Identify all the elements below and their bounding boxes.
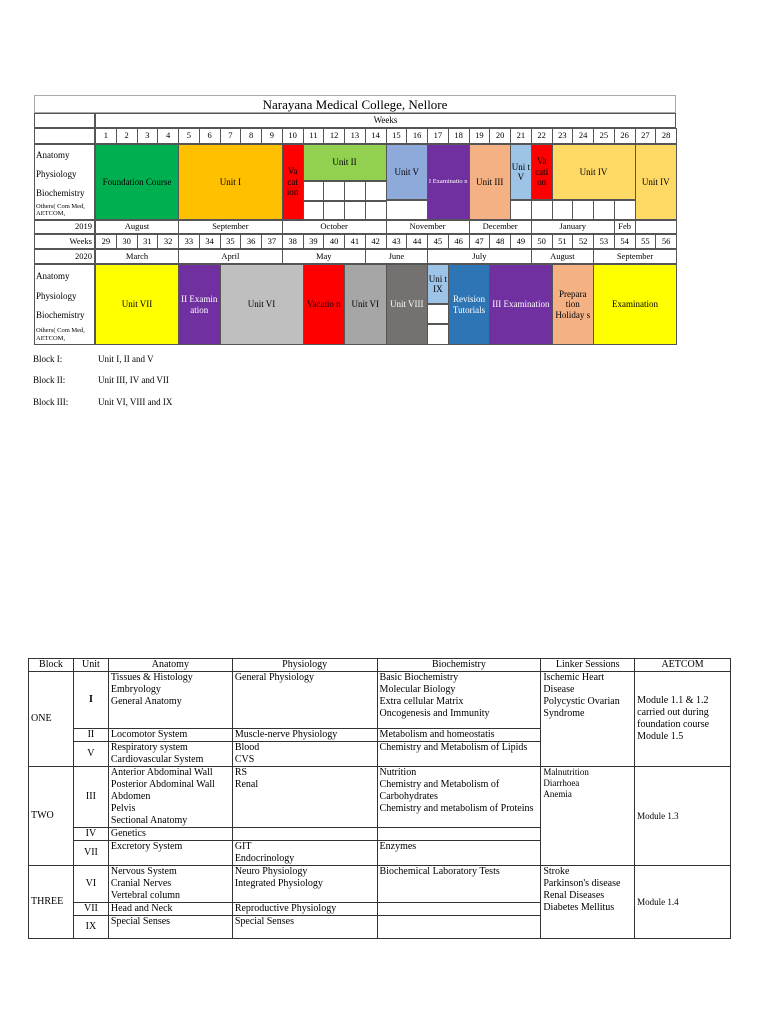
topic: Abdomen bbox=[110, 791, 151, 802]
calendar-block: Unit VI bbox=[344, 264, 387, 345]
aetcom-cell: Module 1.1 & 1.2 carried out during foundation course Module 1.5 bbox=[635, 672, 731, 767]
topic: Molecular Biology bbox=[379, 684, 456, 695]
week-number: 51 bbox=[552, 234, 574, 249]
calendar-block: I Examinatio n bbox=[427, 144, 470, 220]
week-number: 23 bbox=[552, 128, 574, 144]
empty-cell bbox=[303, 201, 325, 220]
topic: Endocrinology bbox=[234, 853, 295, 864]
empty-cell bbox=[365, 201, 387, 220]
column-header: Anatomy bbox=[108, 659, 232, 672]
week-number: 46 bbox=[448, 234, 470, 249]
biochemistry-cell bbox=[377, 903, 541, 916]
week-number: 38 bbox=[282, 234, 304, 249]
topic: Ischemic Heart Disease bbox=[543, 672, 605, 695]
table-header-row bbox=[29, 659, 731, 672]
month-label: August bbox=[95, 220, 179, 234]
topic: Cardiovascular System bbox=[110, 754, 204, 765]
month-label: March bbox=[95, 249, 179, 264]
empty-cell bbox=[427, 304, 449, 324]
block-legend-label: Block II: bbox=[33, 375, 66, 385]
week-number: 49 bbox=[510, 234, 532, 249]
month-label: October bbox=[282, 220, 387, 234]
physiology-cell: Special Senses bbox=[232, 916, 377, 939]
week-number: 52 bbox=[572, 234, 594, 249]
week-number: 17 bbox=[427, 128, 449, 144]
subject-label: Biochemistry bbox=[36, 188, 85, 199]
physiology-cell bbox=[232, 767, 377, 828]
topic: Basic Biochemistry bbox=[379, 672, 459, 683]
calendar-block: Uni t IX bbox=[427, 264, 449, 304]
month-label: September bbox=[593, 249, 677, 264]
calendar-block: Examination bbox=[593, 264, 677, 345]
week-number: 13 bbox=[344, 128, 366, 144]
week-number: 2 bbox=[116, 128, 138, 144]
empty-cell bbox=[427, 324, 449, 345]
physiology-cell bbox=[232, 866, 377, 903]
week-number: 21 bbox=[510, 128, 532, 144]
calendar-block: Revision Tutorials bbox=[448, 264, 491, 345]
week-number: 43 bbox=[386, 234, 408, 249]
column-header: AETCOM bbox=[635, 659, 731, 672]
block-legend-value: Unit VI, VIII and IX bbox=[98, 397, 173, 407]
calendar-block: Va cati on bbox=[531, 144, 553, 200]
topic: Renal Diseases bbox=[543, 890, 605, 901]
topic: Posterior Abdominal Wall bbox=[110, 779, 215, 790]
biochemistry-cell: Metabolism and homeostatis bbox=[377, 729, 541, 742]
physiology-cell bbox=[232, 828, 377, 841]
week-number: 4 bbox=[157, 128, 179, 144]
topic: Integrated Physiology bbox=[234, 878, 323, 889]
topic: Tissues & Histology bbox=[110, 672, 193, 683]
empty-cell bbox=[303, 181, 325, 201]
topic: General Physiology bbox=[234, 672, 314, 683]
topic: Chemistry and Metabolism of Carbohydrates bbox=[379, 779, 500, 802]
unit-cell: II bbox=[73, 729, 108, 742]
month-label: Feb bbox=[614, 220, 636, 234]
week-number: 30 bbox=[116, 234, 138, 249]
week-number: 54 bbox=[614, 234, 636, 249]
empty-cell bbox=[344, 201, 366, 220]
topic: Neuro Physiology bbox=[234, 866, 308, 877]
anatomy-cell: Head and Neck bbox=[108, 903, 232, 916]
week-number: 14 bbox=[365, 128, 387, 144]
column-header: Biochemistry bbox=[377, 659, 541, 672]
calendar-block: II Examin ation bbox=[178, 264, 221, 345]
week-number: 25 bbox=[593, 128, 615, 144]
calendar-block: Unit VIII bbox=[386, 264, 429, 345]
topic: Anemia bbox=[543, 788, 572, 799]
empty-cell bbox=[323, 201, 345, 220]
subject-label: Physiology bbox=[36, 169, 77, 180]
week-number: 10 bbox=[282, 128, 304, 144]
empty-cell bbox=[386, 200, 429, 220]
topic: Anterior Abdominal Wall bbox=[110, 767, 213, 778]
anatomy-cell bbox=[108, 866, 232, 903]
calendar-block: Va cat ion bbox=[282, 144, 304, 220]
syllabus-table bbox=[28, 658, 731, 939]
topic: Nutrition bbox=[379, 767, 417, 778]
week-number: 19 bbox=[469, 128, 491, 144]
calendar-block: Unit VI bbox=[220, 264, 304, 345]
week-number: 31 bbox=[137, 234, 159, 249]
physiology-cell: Muscle-nerve Physiology bbox=[232, 729, 377, 742]
physiology-cell: Reproductive Physiology bbox=[232, 903, 377, 916]
unit-cell: VII bbox=[73, 841, 108, 866]
topic: Oncogenesis and Immunity bbox=[379, 708, 490, 719]
aetcom-cell: Module 1.3 bbox=[635, 767, 731, 866]
topic: Extra cellular Matrix bbox=[379, 696, 464, 707]
biochemistry-cell bbox=[377, 916, 541, 939]
week-number: 45 bbox=[427, 234, 449, 249]
month-label: August bbox=[531, 249, 594, 264]
month-label: January bbox=[531, 220, 615, 234]
week-number: 12 bbox=[323, 128, 345, 144]
topic: Vertebral column bbox=[110, 890, 181, 901]
week-number: 26 bbox=[614, 128, 636, 144]
week-number: 35 bbox=[220, 234, 242, 249]
week-number: 55 bbox=[635, 234, 657, 249]
topic: Stroke bbox=[543, 866, 570, 877]
year-label: 2019 bbox=[34, 220, 95, 234]
week-number: 22 bbox=[531, 128, 553, 144]
anatomy-cell: Genetics bbox=[108, 828, 232, 841]
calendar-block: Unit VII bbox=[95, 264, 179, 345]
others-label: Others( Com Med, AETCOM, bbox=[36, 327, 85, 342]
month-label: April bbox=[178, 249, 283, 264]
week-number: 32 bbox=[157, 234, 179, 249]
week-number: 20 bbox=[489, 128, 511, 144]
anatomy-cell: Locomotor System bbox=[108, 729, 232, 742]
week-number: 39 bbox=[303, 234, 325, 249]
table-row bbox=[29, 767, 731, 828]
topic: Polycystic Ovarian Syndrome bbox=[543, 696, 620, 719]
week-number: 33 bbox=[178, 234, 200, 249]
calendar-block: Unit III bbox=[469, 144, 512, 220]
week-number: 48 bbox=[489, 234, 511, 249]
week-number: 18 bbox=[448, 128, 470, 144]
week-number: 56 bbox=[655, 234, 677, 249]
calendar-block: Uni t V bbox=[510, 144, 532, 200]
month-label: December bbox=[469, 220, 532, 234]
week-number: 15 bbox=[386, 128, 408, 144]
month-label: September bbox=[178, 220, 283, 234]
empty-cell bbox=[635, 220, 678, 234]
empty-cell bbox=[614, 200, 636, 220]
biochemistry-cell: Biochemical Laboratory Tests bbox=[377, 866, 541, 903]
anatomy-cell bbox=[108, 672, 232, 729]
subject-label: Anatomy bbox=[36, 271, 70, 282]
topic: Nervous System bbox=[110, 866, 177, 877]
topic: Cranial Nerves bbox=[110, 878, 172, 889]
block-legend-label: Block III: bbox=[33, 397, 69, 407]
block-cell: THREE bbox=[29, 866, 74, 939]
week-number: 16 bbox=[406, 128, 428, 144]
week-number: 9 bbox=[261, 128, 283, 144]
week-number: 1 bbox=[95, 128, 117, 144]
table-row bbox=[29, 866, 731, 903]
topic: Diarrhoea bbox=[543, 777, 580, 788]
biochemistry-cell: Enzymes bbox=[377, 841, 541, 866]
empty-cell bbox=[531, 200, 553, 220]
table-row bbox=[29, 672, 731, 729]
aetcom-cell: Module 1.4 bbox=[635, 866, 731, 939]
topic: Respiratory system bbox=[110, 742, 188, 753]
week-number: 42 bbox=[365, 234, 387, 249]
unit-cell: VII bbox=[73, 903, 108, 916]
topic: General Anatomy bbox=[110, 696, 182, 707]
week-number: 3 bbox=[137, 128, 159, 144]
calendar-block: Unit IV bbox=[635, 144, 678, 220]
block-legend-value: Unit III, IV and VII bbox=[98, 375, 169, 385]
biochemistry-cell bbox=[377, 672, 541, 729]
empty-cell bbox=[344, 181, 366, 201]
topic: Embryology bbox=[110, 684, 161, 695]
calendar-block: Foundation Course bbox=[95, 144, 179, 220]
others-label: Others( Com Med, AETCOM, bbox=[36, 202, 85, 217]
week-number: 53 bbox=[593, 234, 615, 249]
week-number: 44 bbox=[406, 234, 428, 249]
week-number: 27 bbox=[635, 128, 657, 144]
calendar-block: III Examination bbox=[489, 264, 552, 345]
topic: GIT bbox=[234, 841, 252, 852]
block-legend-label: Block I: bbox=[33, 354, 63, 364]
anatomy-cell: Excretory System bbox=[108, 841, 232, 866]
week-number: 6 bbox=[199, 128, 221, 144]
week-number: 29 bbox=[95, 234, 117, 249]
week-number: 28 bbox=[655, 128, 677, 144]
empty-cell bbox=[365, 181, 387, 201]
linker-cell bbox=[541, 672, 635, 767]
linker-cell bbox=[541, 866, 635, 939]
week-number: 11 bbox=[303, 128, 325, 144]
topic: Renal bbox=[234, 779, 259, 790]
topic: Sectional Anatomy bbox=[110, 815, 188, 826]
biochemistry-cell bbox=[377, 767, 541, 828]
unit-cell: I bbox=[73, 672, 108, 729]
calendar-block: Vacatio n bbox=[303, 264, 346, 345]
linker-cell bbox=[541, 767, 635, 866]
week-number: 40 bbox=[323, 234, 345, 249]
anatomy-cell: Special Senses bbox=[108, 916, 232, 939]
biochemistry-cell: Chemistry and Metabolism of Lipids bbox=[377, 742, 541, 767]
unit-cell: III bbox=[73, 767, 108, 828]
weeks-header: Weeks bbox=[95, 113, 676, 128]
weeks-row-label: Weeks bbox=[34, 234, 95, 249]
column-header: Physiology bbox=[232, 659, 377, 672]
empty-cell bbox=[323, 181, 345, 201]
calendar-block: Unit IV bbox=[552, 144, 636, 200]
anatomy-cell bbox=[108, 742, 232, 767]
empty-cell bbox=[572, 200, 594, 220]
physiology-cell bbox=[232, 742, 377, 767]
week-number: 34 bbox=[199, 234, 221, 249]
unit-cell: V bbox=[73, 742, 108, 767]
topic: Chemistry and metabolism of Proteins bbox=[379, 803, 534, 814]
week-number: 24 bbox=[572, 128, 594, 144]
biochemistry-cell bbox=[377, 828, 541, 841]
block-cell: ONE bbox=[29, 672, 74, 767]
physiology-cell bbox=[232, 841, 377, 866]
empty-cell bbox=[593, 200, 615, 220]
week-number: 7 bbox=[220, 128, 242, 144]
unit-cell: IV bbox=[73, 828, 108, 841]
subject-label: Anatomy bbox=[36, 150, 70, 161]
column-header: Linker Sessions bbox=[541, 659, 635, 672]
calendar-block: Prepara tion Holiday s bbox=[552, 264, 595, 345]
weeks-label-spacer bbox=[34, 113, 95, 128]
topic: RS bbox=[234, 767, 248, 778]
topic: Parkinson's disease bbox=[543, 878, 621, 889]
calendar-block: Unit V bbox=[386, 144, 429, 200]
month-label: June bbox=[365, 249, 428, 264]
month-label: May bbox=[282, 249, 366, 264]
unit-cell: VI bbox=[73, 866, 108, 903]
week-number: 50 bbox=[531, 234, 553, 249]
week-number: 5 bbox=[178, 128, 200, 144]
month-label: July bbox=[427, 249, 532, 264]
empty-cell bbox=[552, 200, 574, 220]
column-header: Unit bbox=[73, 659, 108, 672]
topic: Malnutrition bbox=[543, 767, 589, 777]
block-legend-value: Unit I, II and V bbox=[98, 354, 154, 364]
subject-label: Physiology bbox=[36, 291, 77, 302]
calendar-block: Unit II bbox=[303, 144, 387, 181]
empty-cell bbox=[510, 200, 532, 220]
anatomy-cell bbox=[108, 767, 232, 828]
calendar-block: Unit I bbox=[178, 144, 283, 220]
topic: Diabetes Mellitus bbox=[543, 902, 615, 913]
topic: Blood bbox=[234, 742, 260, 753]
unit-cell: IX bbox=[73, 916, 108, 939]
calendar-title: Narayana Medical College, Nellore bbox=[34, 95, 676, 113]
column-header: Block bbox=[29, 659, 74, 672]
block-cell: TWO bbox=[29, 767, 74, 866]
year-label: 2020 bbox=[34, 249, 95, 264]
topic: Pelvis bbox=[110, 803, 136, 814]
physiology-cell bbox=[232, 672, 377, 729]
subject-label: Biochemistry bbox=[36, 310, 85, 321]
week-number: 47 bbox=[469, 234, 491, 249]
week-number: 36 bbox=[240, 234, 262, 249]
topic: CVS bbox=[234, 754, 255, 765]
week-number: 41 bbox=[344, 234, 366, 249]
weeks-row-spacer bbox=[34, 128, 95, 144]
week-number: 37 bbox=[261, 234, 283, 249]
month-label: November bbox=[386, 220, 470, 234]
week-number: 8 bbox=[240, 128, 262, 144]
